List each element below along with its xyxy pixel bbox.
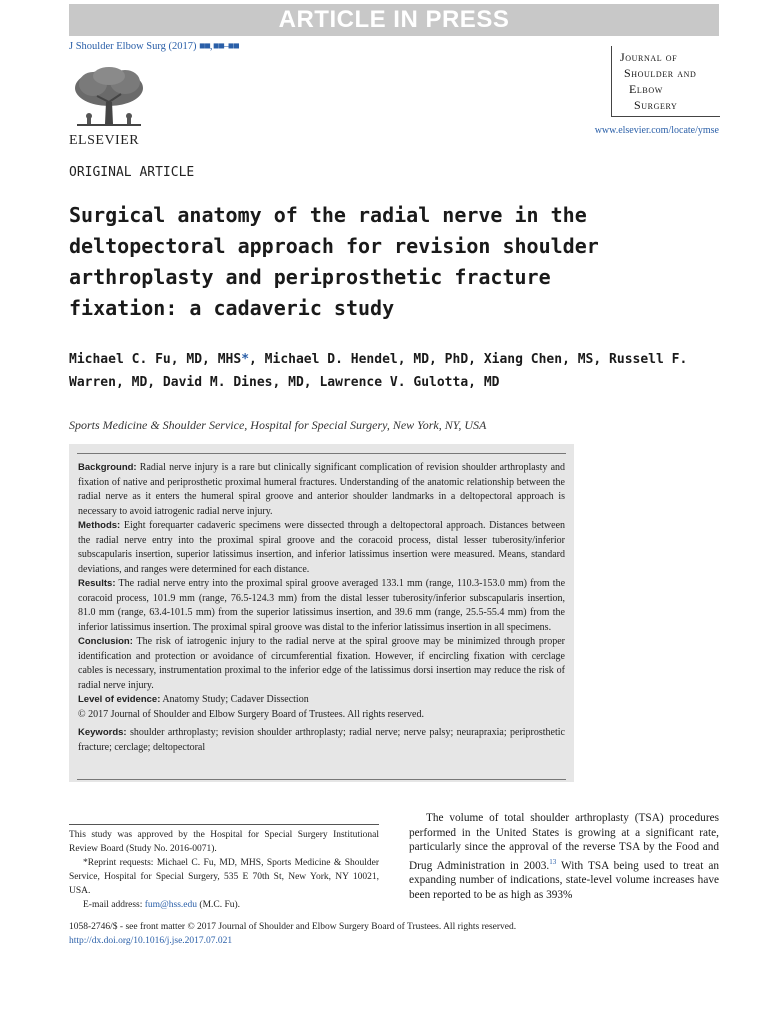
author-rest: , Michael D. Hendel, MD, PhD, Xiang Chen, MS, Russell F. Warren, MD, David M. Dines, MD, Lawrence V. Gulotta, MD <box>69 352 688 390</box>
abstract-text: shoulder arthroplasty; revision shoulder arthroplasty; radial nerve; nerve palsy; neurapraxia; periprosthetic fracture; cerclage; deltopectoral <box>78 727 565 753</box>
front-matter <box>69 920 719 948</box>
doi-link[interactable]: http://dx.doi.org/10.1016/j.jse.2017.07.021 <box>69 936 233 946</box>
abstract-copyright: © 2017 Journal of Shoulder and Elbow Surgery Board of Trustees. All rights reserved. <box>78 708 424 720</box>
abstract-top-rule <box>77 453 566 454</box>
abstract-label: Methods: <box>78 520 121 531</box>
article-in-press-banner: ARTICLE IN PRESS <box>69 4 719 36</box>
abstract-text: The radial nerve entry into the proximal spiral groove averaged 133.1 mm (range, 110.3-153.0 mm) from the coracoid process, 101.9 mm (range, 76.5-124.3 mm) from the distal lesser tuberosity/inferior subscapularis insertion, 81.0 mm (range, 63.4-101.5 mm) from the superior latissimus insertion, and 39.6 mm (range, 25.5-55.4 mm) from the inferior latissimus insertion. The proximal spiral groove was distal to the inferior latissimus insertion in all specimens. <box>78 578 566 633</box>
abstract-conclusion <box>78 635 565 693</box>
footnote-approval: This study was approved by the Hospital for Special Surgery Institutional Review Board (Study No. 2016-0071). <box>69 830 379 854</box>
abstract-box <box>69 444 574 782</box>
abstract-text: Radial nerve injury is a rare but clinically significant complication of revision shoulder arthroplasty and fixation of native and periprosthetic proximal humeral fractures. Understanding of the anatomic relationship between the radial nerve as it enters the humeral spiral groove and anterior shoulder landmarks in a deltopectoral approach is necessary to avoid iatrogenic radial nerve injury. <box>78 462 566 517</box>
citation-volume-pages: ■■, ■■–■■ <box>199 41 239 52</box>
footnote-email <box>69 898 379 912</box>
abstract-results <box>78 577 565 635</box>
abstract-text: Anatomy Study; Cadaver Dissection <box>162 694 309 705</box>
abstract-label: Background: <box>78 462 137 473</box>
intro-paragraph <box>409 811 719 902</box>
abstract-background <box>78 461 565 519</box>
corresponding-author-link[interactable]: * <box>241 352 250 367</box>
abstract-label: Conclusion: <box>78 636 133 647</box>
author-first: Michael C. Fu, MD, MHS <box>69 352 242 367</box>
abstract-evidence <box>78 693 565 708</box>
author-list <box>69 348 689 394</box>
article-title: Surgical anatomy of the radial nerve in the deltopectoral approach for revision shoulder arthroplasty and periprosthetic fracture fixation: a cadaveric study <box>69 203 599 320</box>
abstract-label: Results: <box>78 578 116 589</box>
abstract-bottom-rule <box>77 779 566 780</box>
footnotes <box>69 824 379 912</box>
journal-logo-line: Shoulder and <box>624 66 697 80</box>
journal-logo-line: Elbow <box>629 82 663 96</box>
journal-logo-line: Surgery <box>634 98 678 112</box>
abstract-text: Eight forequarter cadaveric specimens were dissected through a deltopectoral approach. Distances between the radial nerve entry into the proximal spiral groove and the coracoid process, distal lesser tuberosity/inferior subscapularis insertion, superior latissimus insertion, and inferior latissimus insertion were measured. Means, standard deviations, and ranges were determined for each distance. <box>78 520 566 575</box>
abstract-keywords <box>78 726 565 755</box>
abstract-text: The risk of iatrogenic injury to the radial nerve at the spiral groove may be minimized through proper identification and protection or avoidance of circumferential fixation. However, if encircling fixation with cerclage cables is necessary, instrumentation proximal to the inferior edge of the latissimus dorsi insertion may reduce the risk of radial nerve injury. <box>78 636 566 691</box>
email-attribution: (M.C. Fu). <box>197 900 241 910</box>
affiliation: Sports Medicine & Shoulder Service, Hospital for Special Surgery, New York, NY, USA <box>69 418 487 432</box>
abstract-label: Level of evidence: <box>78 694 161 705</box>
article-type: ORIGINAL ARTICLE <box>69 165 195 180</box>
intro-text: The volume of total shoulder arthroplasty (TSA) procedures performed in the United States is growing at a significant rate, particularly since the approval of the reverse TSA by the Food and Drug Administration in 2003. <box>409 812 719 872</box>
journal-citation <box>69 41 239 52</box>
email-label: E-mail address: <box>83 900 145 910</box>
reference-link[interactable]: 13 <box>549 857 557 866</box>
footnote-reprint: *Reprint requests: Michael C. Fu, MD, MHS, Sports Medicine & Shoulder Service, Hospital for Special Surgery, 535 E 70th St, New York, NY 10021, USA. <box>69 858 379 896</box>
abstract-label: Keywords: <box>78 727 127 738</box>
citation-text: J Shoulder Elbow Surg (2017) <box>69 41 200 52</box>
abstract-methods <box>78 519 565 577</box>
publisher-name: ELSEVIER <box>69 133 140 148</box>
front-matter-text: 1058-2746/$ - see front matter © 2017 Journal of Shoulder and Elbow Surgery Board of Trustees. All rights reserved. <box>69 922 517 932</box>
journal-logo <box>611 46 720 117</box>
abstract-body <box>78 461 565 755</box>
email-link[interactable]: fum@hss.edu <box>144 900 198 910</box>
elsevier-tree-logo <box>69 66 149 130</box>
intro-text: With TSA being used to treat an expanding number of indications, state-level volume increases have been reported to be as high as 393% <box>409 859 719 901</box>
journal-logo-line: Journal of <box>620 50 678 64</box>
journal-site-link[interactable]: www.elsevier.com/locate/ymse <box>594 125 719 136</box>
